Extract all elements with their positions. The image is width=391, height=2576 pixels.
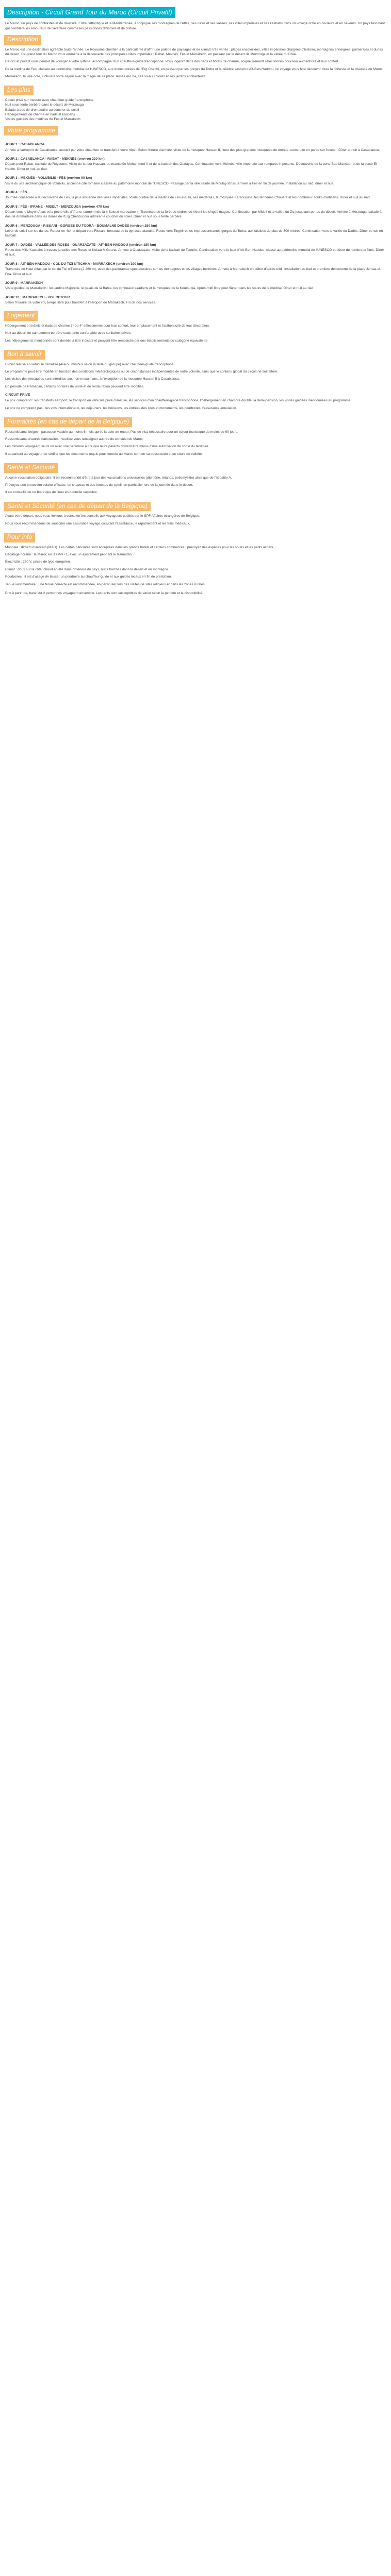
day-description: Visite guidée de Marrakech : les jardins Majorelle, le palais de la Bahia, les tombeaux saadiens et la mosquée de la Koutoubia. Après-midi libre pour flâner dans les souks de la médina. Dîner et nuit au riad. xyxy=(5,286,315,291)
accommodation-paragraph: Nuit au désert en campement berbère sous tente confortable avec sanitaires privés. xyxy=(5,331,132,335)
day-title: JOUR 3 : MEKNÈS - VOLUBILIS - FÈS (environ 90 km) xyxy=(5,176,92,180)
day-description: Départ pour Rabat, capitale du Royaume. Visite de la tour Hassan, du mausolée Mohammed V et de la kasbah des Oudayas. Continuation vers Meknès, ville impériale aux remparts imposants. Découverte de la porte Bab Mansour et de la place El Hedim. Dîner et nuit au riad. xyxy=(5,162,377,171)
day-title: JOUR 7 : DADÈS - VALLÉE DES ROSES - OUARZAZATE - AÏT-BEN-HADDOU (environ 180 km) xyxy=(5,243,156,247)
safety-heading: Santé et Sécurité (en cas de départ de la Belgique) xyxy=(4,502,151,512)
accommodation-heading: Logement xyxy=(4,311,38,321)
description-paragraph: De la médina de Fès, classée au patrimoine mondial de l'UNESCO, aux dunes dorées de l'Erg Chebbi, en passant par les gorges du Todra et la célèbre kasbah d'Aït-Ben-Haddou, ce voyage vous fera découvrir toute la richesse et la diversité du Maroc. xyxy=(5,67,384,71)
day-description: Visite du site archéologique de Volubilis, ancienne cité romaine classée au patrimoine mondial de l'UNESCO. Passage par la ville sainte de Moulay Idriss. Arrivée à Fès en fin de journée. Installation au riad, dîner et nuit. xyxy=(5,181,334,185)
highlights-heading: Les plus xyxy=(4,86,34,95)
highlight-item: Balade à dos de dromadaire au coucher du soleil xyxy=(5,108,79,112)
day-description: Lever de soleil sur les dunes. Retour en 4x4 et départ vers Rissani, berceau de la dynastie alaouite. Route vers Tinghir et les impressionnantes gorges du Todra, aux falaises de plus de 300 mètres. Continuation vers la vallée du Dadès. Dîner et nuit en kasbah. xyxy=(5,229,383,238)
formalities-section xyxy=(0,427,391,456)
day-description: Traversée du Haut Atlas par le col du Tizi n'Tichka (2 260 m), avec des panoramas spectaculaires sur les montagnes et les villages berbères. Arrivée à Marrakech en début d'après-midi. Installation au riad et première découverte de la place Jemaa el-Fna. Dîner et nuit. xyxy=(5,267,381,276)
health-heading: Santé et Sécurité xyxy=(4,463,58,473)
safety-paragraph: Nous vous recommandons de souscrire une assurance voyage couvrant l'assistance, le rapatriement et les frais médicaux. xyxy=(5,521,190,526)
day-description: Arrivée à l'aéroport de Casablanca, accueil par votre chauffeur et transfert à votre hôtel. Selon l'heure d'arrivée, visite de la mosquée Hassan II, l'une des plus grandes mosquées du monde, construite en partie sur l'océan. Dîner et nuit à Casablanca. xyxy=(5,148,380,152)
day-title: JOUR 2 : CASABLANCA - RABAT - MEKNÈS (environ 230 km) xyxy=(5,157,105,161)
good-to-know-paragraph: Le programme peut être modifié en fonction des conditions météorologiques ou de circonstances indépendantes de notre volonté, sans que le contenu global du circuit ne soit altéré. xyxy=(5,369,278,374)
practical-paragraph: Climat : doux sur la côte, chaud en été dans l'intérieur du pays, nuits fraîches dans le désert et en montagne. xyxy=(5,567,169,571)
day-title: JOUR 8 : AÏT-BEN-HADDOU - COL DU TIZI N'TICHKA - MARRAKECH (environ 190 km) xyxy=(5,262,143,266)
page-title: Description - Circuit Grand Tour du Maroc (Circuit Privatif) xyxy=(4,7,175,18)
formalities-paragraph: Ressortissants d'autres nationalités : veuillez vous renseigner auprès du consulat du Maroc. xyxy=(5,437,144,442)
formalities-heading: Formalités (en cas de départ de la Belgique) xyxy=(4,417,132,427)
day-description: Selon l'horaire de votre vol, temps libre puis transfert à l'aéroport de Marrakech. Fin de nos services. xyxy=(5,300,156,304)
description-section xyxy=(0,45,391,79)
accommodation-section xyxy=(0,321,391,343)
program-section xyxy=(0,135,391,305)
practical-paragraph: Monnaie : dirham marocain (MAD). Les cartes bancaires sont acceptées dans les grands hôtels et certains commerces ; prévoyez des espèces pour les souks et les petits achats. xyxy=(5,545,274,549)
day-title: JOUR 5 : FÈS - IFRANE - MIDELT - MERZOUGA (environ 470 km) xyxy=(5,205,109,209)
good-to-know-section xyxy=(0,360,391,411)
description-heading: Description xyxy=(4,35,41,45)
day-title: JOUR 1 : CASABLANCA xyxy=(5,143,45,147)
formalities-paragraph: Ressortissants belges : passeport valable au moins 6 mois après la date de retour. Pas de visa nécessaire pour un séjour touristique de moins de 90 jours. xyxy=(5,430,238,434)
good-to-know-paragraph: Les visites des mosquées sont interdites aux non-musulmans, à l'exception de la mosquée Hassan II à Casablanca. xyxy=(5,377,180,381)
description-paragraph: Marrakech, la ville ocre, clôturera votre séjour avec la magie de sa place Jemaa el-Fna, ses souks colorés et ses jardins enchanteurs. xyxy=(5,75,207,78)
good-to-know-paragraph: Circuit réalisé en véhicule climatisé (4x4 ou minibus selon la taille du groupe) avec chauffeur-guide francophone. xyxy=(5,362,175,366)
page xyxy=(0,0,391,596)
health-paragraph: Il est conseillé de ne boire que de l'eau en bouteille capsulée. xyxy=(5,490,98,495)
highlight-item: Circuit privé sur mesure avec chauffeur-guide francophone xyxy=(5,98,94,102)
description-paragraph: Ce circuit privatif vous permet de voyager à votre rythme, accompagné d'un chauffeur-guide francophone. Vous logerez dans des riads et hôtels de charme, soigneusement sélectionnés pour leur authenticité et leur confort. xyxy=(5,60,339,64)
footer-note: Prix à partir de, basé sur 2 personnes voyageant ensemble. Les tarifs sont susceptibles de varier selon la période et la disponibilité. xyxy=(5,591,203,595)
included-heading: CIRCUIT PRIVÉ xyxy=(5,393,30,397)
day-title: JOUR 10 : MARRAKECH - VOL RETOUR xyxy=(5,295,70,299)
accommodation-paragraph: Hébergement en hôtels et riads de charme 3* ou 4* sélectionnés pour leur confort, leur emplacement et l'authenticité de leur décoration. xyxy=(5,324,210,328)
program-heading: Votre programme xyxy=(4,126,58,136)
practical-paragraph: Pourboires : il est d'usage de laisser un pourboire au chauffeur-guide et aux guides locaux en fin de prestation. xyxy=(5,575,172,579)
health-paragraph: Aucune vaccination obligatoire. Il est recommandé d'être à jour des vaccinations universelles (diphtérie, tétanos, poliomyélite) ainsi que de l'hépatite A. xyxy=(5,476,232,480)
good-to-know-paragraph: En période de Ramadan, certains horaires de visite et de restauration peuvent être modifiés. xyxy=(5,384,144,388)
day-title: JOUR 9 : MARRAKECH xyxy=(5,281,43,285)
health-section xyxy=(0,473,391,495)
practical-section xyxy=(0,543,391,596)
practical-paragraph: Électricité : 220 V, prises de type européen. xyxy=(5,560,71,564)
good-to-know-heading: Bon à savoir xyxy=(4,350,45,360)
safety-section xyxy=(0,511,391,526)
day-description: Route des Mille Kasbahs à travers la vallée des Roses et Kelaat M'Gouna. Arrivée à Ouarzazate, visite de la kasbah de Taourirt. Continuation vers le ksar d'Aït-Ben-Haddou, classé au patrimoine mondial de l'UNESCO et décor de nombreux films. Dîner et nuit. xyxy=(5,248,384,257)
description-paragraph: Le Maroc est une destination agréable toute l'année. Le Royaume chérifien a la particularité d'offrir une palette de paysages et de climats très variés : plages ensoleillées, villes impériales chargées d'histoire, montagnes enneigées, palmeraies et dunes du désert. Ce grand tour du Maroc vous emmène à la découverte des principales villes impériales : Rabat, Meknès, Fès et Marrakech, en passant par le désert de Merzouga et la vallée du Drâa. xyxy=(5,47,383,56)
formalities-paragraph: Il appartient au voyageur de vérifier que les documents requis pour l'entrée au Maroc sont en sa possession et en cours de validité. xyxy=(5,452,203,456)
formalities-paragraph: Les mineurs voyageant seuls ou avec une personne autre que leurs parents doivent être munis d'une autorisation de sortie du territoire. xyxy=(5,445,209,449)
day-title: JOUR 4 : FÈS xyxy=(5,190,27,194)
practical-heading: Pour info xyxy=(4,533,35,543)
practical-paragraph: Tenue vestimentaire : une tenue correcte est recommandée, en particulier lors des visites de sites religieux et dans les zones rurales. xyxy=(5,582,206,586)
day-description: Journée consacrée à la découverte de Fès, la plus ancienne des villes impériales. Visite guidée de la médina de Fès el-Bali, ses médersas, la mosquée Karaouiyine, les tanneries Chouara et les nombreux souks d'artisans. Dîner et nuit au riad. xyxy=(5,196,371,200)
health-paragraph: Prévoyez une protection solaire efficace, un chapeau et des lunettes de soleil, en particulier lors de la journée dans le désert. xyxy=(5,483,193,487)
highlight-item: Hébergements de charme en riads et kasbahs xyxy=(5,113,75,117)
highlights-section xyxy=(0,95,391,122)
day-title: JOUR 6 : MERZOUGA - RISSANI - GORGES DU TODRA - BOUMALNE DADÈS (environ 280 km) xyxy=(5,224,157,228)
highlight-item: Nuit sous tente berbère dans le désert de Merzouga xyxy=(5,103,84,107)
highlight-item: Visites guidées des médinas de Fès et Marrakech xyxy=(5,117,80,122)
practical-paragraph: Décalage horaire : le Maroc est à GMT+1, avec un ajustement pendant le Ramadan. xyxy=(5,553,133,557)
included-item: Le prix comprend : les transferts aéroport, le transport en véhicule privé climatisé, les services d'un chauffeur-guide francophone, l'hébergement en chambre double, la demi-pension, les visites guidées mentionnées au programme. xyxy=(5,399,352,403)
accommodation-paragraph: Les hébergements mentionnés sont donnés à titre indicatif et peuvent être remplacés par des établissements de catégorie équivalente. xyxy=(5,338,209,343)
safety-paragraph: Avant votre départ, nous vous invitons à consulter les conseils aux voyageurs publiés par le SPF Affaires étrangères de Belgique. xyxy=(5,514,200,518)
included-item: Le prix ne comprend pas : les vols internationaux, les déjeuners, les boissons, les entrées des sites et monuments, les pourboires, l'assurance annulation. xyxy=(5,406,237,410)
intro-text: Le Maroc, un pays de contrastes et de diversité. Entre l'Atlantique et la Méditerranée, il conjugue ses montagnes de l'Atlas, ses oasis et ses vallées, ses villes impériales et ses kasbahs dans un voyage riche en couleurs et en saveurs. Un pays fascinant qui comblera les amoureux de l'aventure comme les passionnés d'histoire et de culture. xyxy=(5,22,385,30)
day-description: Départ vers le Moyen Atlas et la petite ville d'Ifrane, surnommée la « Suisse marocaine ». Traversée de la forêt de cèdres où vivent les singes magots. Continuation par Midelt et la vallée du Ziz jusqu'aux portes du désert. Arrivée à Merzouga, balade à dos de dromadaire dans les dunes de l'Erg Chebbi pour admirer le coucher du soleil. Dîner et nuit sous tente berbère. xyxy=(5,210,382,219)
